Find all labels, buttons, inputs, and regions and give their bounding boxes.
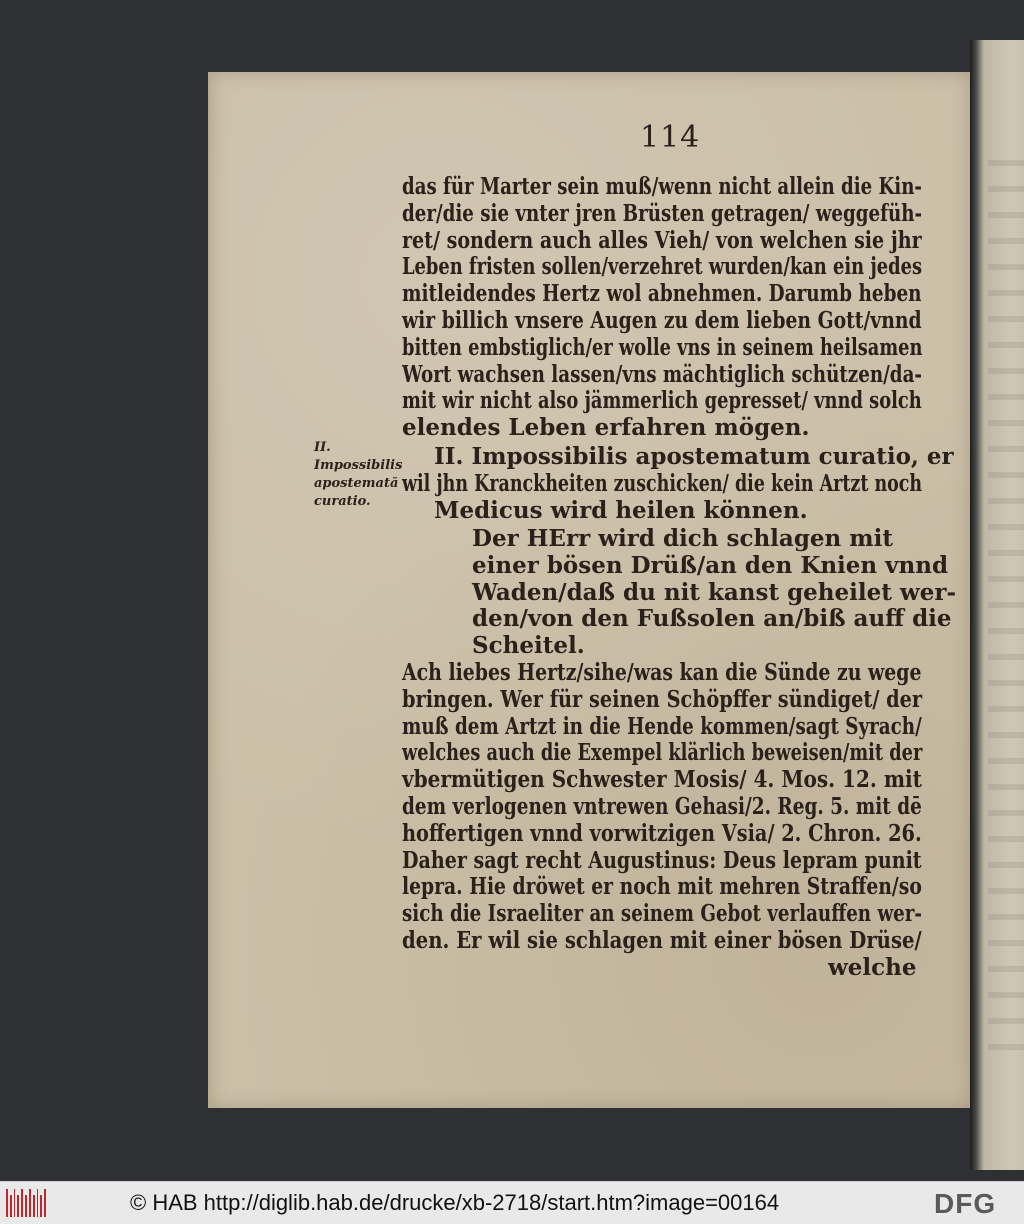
catchword: welche xyxy=(828,953,917,981)
facing-page-edge xyxy=(970,40,1024,1170)
margin-note-line: II. xyxy=(314,440,331,455)
text-line: einer bösen Drüß/an den Knien vnnd xyxy=(472,551,949,579)
margin-note-line: curatio. xyxy=(314,494,371,509)
text-line: vbermütigen Schwester Mosis/ 4. Mos. 12. mit xyxy=(402,766,922,794)
book-page xyxy=(208,72,970,1108)
text-line: mitleidendes Hertz wol abnehmen. Darumb heben xyxy=(402,280,922,308)
text-line: das für Marter sein muß/wenn nicht allein die Kin- xyxy=(402,173,922,200)
text-line: Leben fristen sollen/verzehret wurden/kan ein jedes xyxy=(402,253,923,281)
text-line: wir billich vnsere Augen zu dem lieben Gott/vnnd xyxy=(402,307,922,334)
text-line: ret/ sondern auch alles Vieh/ von welchen sie jhr xyxy=(402,226,922,254)
text-line: lepra. Hie dröwet er noch mit mehren Straffen/so xyxy=(402,873,922,901)
text-line: den. Er wil sie schlagen mit einer bösen Drüse/ xyxy=(402,927,922,954)
text-line: bitten embstiglich/er wolle vns in seinem heilsamen xyxy=(402,333,923,361)
dfg-logo: DFG xyxy=(934,1188,997,1219)
text-line: mit wir nicht also jämmerlich gepresset/ vnnd solch xyxy=(402,387,922,415)
hab-logo-icon xyxy=(6,1189,46,1217)
text-line: welches auch die Exempel klärlich beweisen/mit der xyxy=(402,739,923,767)
margin-note-line: apostemată xyxy=(314,476,399,491)
text-line: den/von den Fußsolen an/biß auff die xyxy=(472,605,952,633)
text-line: Scheitel. xyxy=(472,632,585,660)
text-line: bringen. Wer für seinen Schöpffer sündiget/ der xyxy=(402,685,923,713)
text-line: Der HErr wird dich schlagen mit xyxy=(472,525,893,552)
text-line: elendes Leben erfahren mögen. xyxy=(402,414,810,442)
copyright-url: © HAB http://diglib.hab.de/drucke/xb-2718/start.htm?image=00164 xyxy=(130,1190,780,1215)
text-line: Daher sagt recht Augustinus: Deus lepram punit xyxy=(402,846,922,874)
page-number: 114 xyxy=(640,120,701,155)
text-line: Medicus wird heilen können. xyxy=(434,496,808,524)
text-line: II. Impossibilis apostematum curatio, er xyxy=(434,443,954,470)
footer-bar xyxy=(0,1181,1024,1224)
text-line: Waden/daß du nit kanst geheilet wer- xyxy=(472,578,956,606)
text-line: Wort wachsen lassen/vns mächtiglich schützen/da- xyxy=(402,360,923,388)
text-line: wil jhn Kranckheiten zuschicken/ die kein Artzt noch xyxy=(402,469,923,497)
text-line: dem verlogenen vntrewen Gehasi/2. Reg. 5. mit dē xyxy=(402,793,922,820)
text-line: Ach liebes Hertz/sihe/was kan die Sünde zu wege xyxy=(402,659,922,686)
text-line: sich die Israeliter an seinem Gebot verlauffen wer- xyxy=(402,900,922,928)
text-line: hoffertigen vnnd vorwitzigen Vsia/ 2. Chron. 26. xyxy=(402,819,922,847)
text-line: der/die sie vnter jren Brüsten getragen/ weggefüh- xyxy=(402,199,923,227)
margin-note-line: Impossibilis xyxy=(314,458,403,473)
text-line: muß dem Artzt in die Hende kommen/sagt Syrach/ xyxy=(402,712,922,740)
